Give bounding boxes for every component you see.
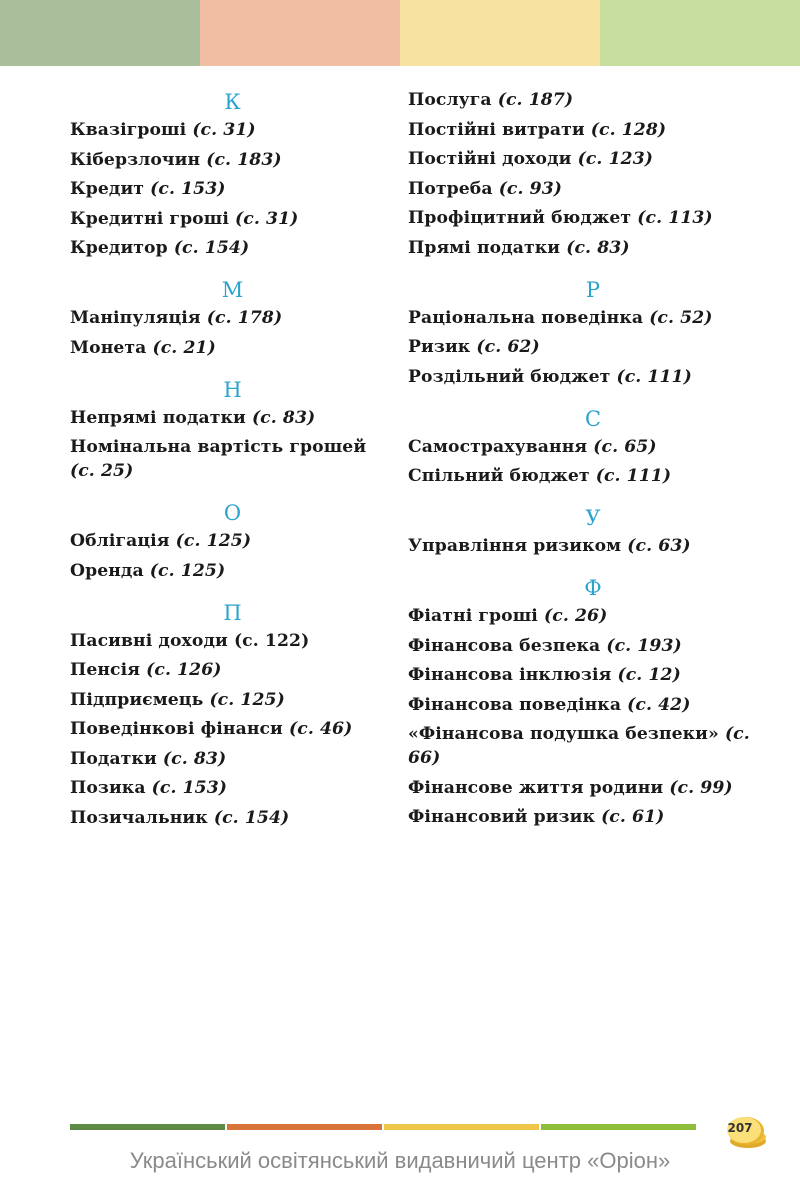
page-reference: (с. 61)	[601, 807, 665, 827]
page-reference: (с. 66)	[408, 724, 750, 768]
page-reference: (с. 178)	[206, 308, 283, 328]
index-term: Номінальна вартість грошей	[70, 437, 367, 457]
index-entry	[408, 776, 778, 800]
section-letter: Р	[585, 277, 601, 302]
index-entry	[70, 118, 395, 142]
index-term: Кредит	[70, 179, 145, 199]
index-entry	[408, 604, 778, 628]
index-entry	[408, 335, 778, 359]
page-reference: (с. 122)	[233, 630, 310, 651]
page-reference: (с. 42)	[627, 694, 691, 715]
index-left-column	[70, 88, 395, 835]
section-letter: Н	[223, 377, 242, 402]
index-entry	[70, 529, 395, 553]
index-term: Раціональна поведінка	[408, 307, 644, 328]
page-reference: (с. 63)	[627, 536, 691, 556]
index-entry	[408, 236, 778, 260]
page-reference: (с. 12)	[617, 665, 681, 685]
index-term: Прямі податки	[408, 237, 561, 258]
page-number: 207	[727, 1121, 753, 1135]
index-entry	[70, 435, 395, 483]
index-term: Спільний бюджет	[408, 466, 590, 486]
index-right-column	[408, 88, 778, 835]
index-term: Профіцитний бюджет	[408, 208, 632, 228]
bottom-bar-segment	[384, 1124, 539, 1130]
index-entry	[70, 747, 395, 771]
index-term: Кредитні гроші	[70, 208, 229, 229]
index-entry	[70, 806, 395, 830]
page-reference: (с. 46)	[289, 719, 353, 739]
index-term: Послуга	[408, 90, 492, 110]
index-term: Потреба	[408, 178, 493, 199]
section-letter: К	[224, 90, 241, 114]
index-term: Квазігроші	[70, 120, 187, 140]
index-term: Фінансова інклюзія	[408, 665, 612, 685]
index-term: «Фінансова подушка безпеки»	[408, 724, 719, 744]
top-band-segment	[600, 0, 800, 66]
index-section	[70, 499, 395, 583]
index-section	[408, 504, 778, 558]
index-entry	[70, 207, 395, 231]
page-reference: (с. 125)	[209, 689, 285, 710]
index-entry	[408, 464, 778, 488]
index-term: Облігація	[70, 531, 170, 551]
bottom-color-bar	[70, 1124, 696, 1130]
bottom-bar-segment	[227, 1124, 382, 1130]
index-section	[70, 376, 395, 484]
top-band-segment	[0, 0, 200, 66]
index-section	[70, 599, 395, 830]
index-entry	[70, 658, 395, 682]
index-entry	[408, 118, 778, 142]
section-letter: У	[585, 506, 601, 530]
index-term: Монета	[70, 337, 147, 358]
page-reference: (с. 52)	[649, 307, 713, 328]
index-section	[408, 574, 778, 829]
index-entry	[408, 663, 778, 687]
index-term: Управління ризиком	[408, 536, 622, 556]
index-entry	[70, 629, 395, 653]
page-reference: (с. 99)	[669, 777, 733, 798]
index-section	[408, 276, 778, 389]
index-entry	[408, 634, 778, 658]
page-reference: (с. 65)	[593, 436, 657, 457]
index-entry	[408, 435, 778, 459]
index-term: Постійні витрати	[408, 119, 585, 140]
index-term: Пасивні доходи	[70, 630, 228, 651]
top-color-band	[0, 0, 800, 66]
page-reference: (с. 187)	[497, 90, 574, 110]
index-entry	[70, 236, 395, 260]
bottom-bar-segment	[541, 1124, 696, 1130]
index-term: Оренда	[70, 560, 144, 581]
index-term: Маніпуляція	[70, 308, 201, 328]
index-term: Фінансова поведінка	[408, 694, 622, 715]
index-entry	[70, 306, 395, 330]
index-section	[408, 405, 778, 489]
page-reference: (с. 31)	[192, 120, 256, 140]
index-entry	[408, 88, 778, 112]
index-section	[70, 276, 395, 360]
page-reference: (с. 154)	[213, 807, 290, 828]
bottom-bar-segment	[70, 1124, 225, 1130]
page-reference: (с. 93)	[498, 178, 563, 199]
page-reference: (с. 62)	[476, 337, 540, 357]
page-reference: (с. 113)	[637, 208, 713, 228]
page-reference: (с. 111)	[595, 466, 672, 486]
index-term: Ризик	[408, 337, 471, 357]
page-reference: (с. 125)	[149, 560, 226, 581]
index-term: Кредитор	[70, 238, 168, 258]
page-reference: (с. 183)	[206, 149, 282, 170]
index-term: Підприємець	[70, 689, 204, 710]
index-entry	[408, 365, 778, 389]
section-letter: М	[221, 278, 244, 302]
page-reference: (с. 125)	[175, 531, 252, 551]
page-reference: (с. 31)	[235, 208, 299, 229]
page-reference: (с. 25)	[70, 461, 134, 481]
index-term: Податки	[70, 748, 157, 769]
index-term: Кіберзлочин	[70, 149, 201, 170]
index-term: Непрямі податки	[70, 407, 246, 428]
index-entry	[408, 306, 778, 330]
index-term: Фіатні гроші	[408, 606, 538, 626]
index-entry	[70, 559, 395, 583]
page-reference: (с. 83)	[162, 748, 227, 769]
index-entry	[408, 147, 778, 171]
index-entry	[408, 722, 778, 770]
page-reference: (с. 153)	[150, 179, 226, 199]
index-entry	[70, 336, 395, 360]
section-letter: О	[223, 501, 242, 525]
index-term: Пенсія	[70, 660, 141, 680]
index-entry	[70, 688, 395, 712]
index-term: Фінансова безпека	[408, 635, 601, 656]
section-letter: П	[223, 600, 242, 625]
index-entry	[408, 693, 778, 717]
index-term: Фінансове життя родини	[408, 777, 664, 798]
page-reference: (с. 111)	[616, 366, 692, 387]
index-entry	[408, 534, 778, 558]
page-reference: (с. 123)	[577, 149, 653, 169]
page-reference: (с. 83)	[566, 237, 630, 258]
index-term: Позичальник	[70, 807, 208, 828]
index-entry	[70, 148, 395, 172]
page-reference: (с. 21)	[152, 337, 216, 358]
top-band-segment	[400, 0, 600, 66]
publisher-footer: Український освітянський видавничий центр «Оріон»	[129, 1148, 671, 1173]
index-entry	[70, 406, 395, 430]
index-term: Поведінкові фінанси	[70, 719, 283, 739]
top-band-segment	[200, 0, 400, 66]
index-entry	[408, 805, 778, 829]
index-entry	[70, 177, 395, 201]
page-reference: (с. 193)	[606, 635, 682, 656]
index-term: Постійні доходи	[408, 149, 572, 169]
section-letter: С	[584, 406, 602, 431]
index-entry	[70, 717, 395, 741]
index-entry	[408, 206, 778, 230]
index-term: Фінансовий ризик	[408, 807, 595, 827]
page-reference: (с. 154)	[173, 238, 250, 258]
page-reference: (с. 153)	[151, 778, 228, 798]
index-term: Самострахування	[408, 436, 588, 457]
index-term: Роздільний бюджет	[408, 366, 611, 387]
page-reference: (с. 128)	[590, 119, 667, 140]
index-section	[408, 88, 778, 260]
index-entry	[408, 177, 778, 201]
index-entry	[70, 776, 395, 800]
page-reference: (с. 83)	[251, 407, 316, 428]
page-reference: (с. 126)	[146, 660, 222, 680]
index-section	[70, 88, 395, 260]
section-letter: Ф	[584, 576, 602, 600]
index-term: Позика	[70, 778, 146, 798]
page-reference: (с. 26)	[544, 606, 608, 626]
